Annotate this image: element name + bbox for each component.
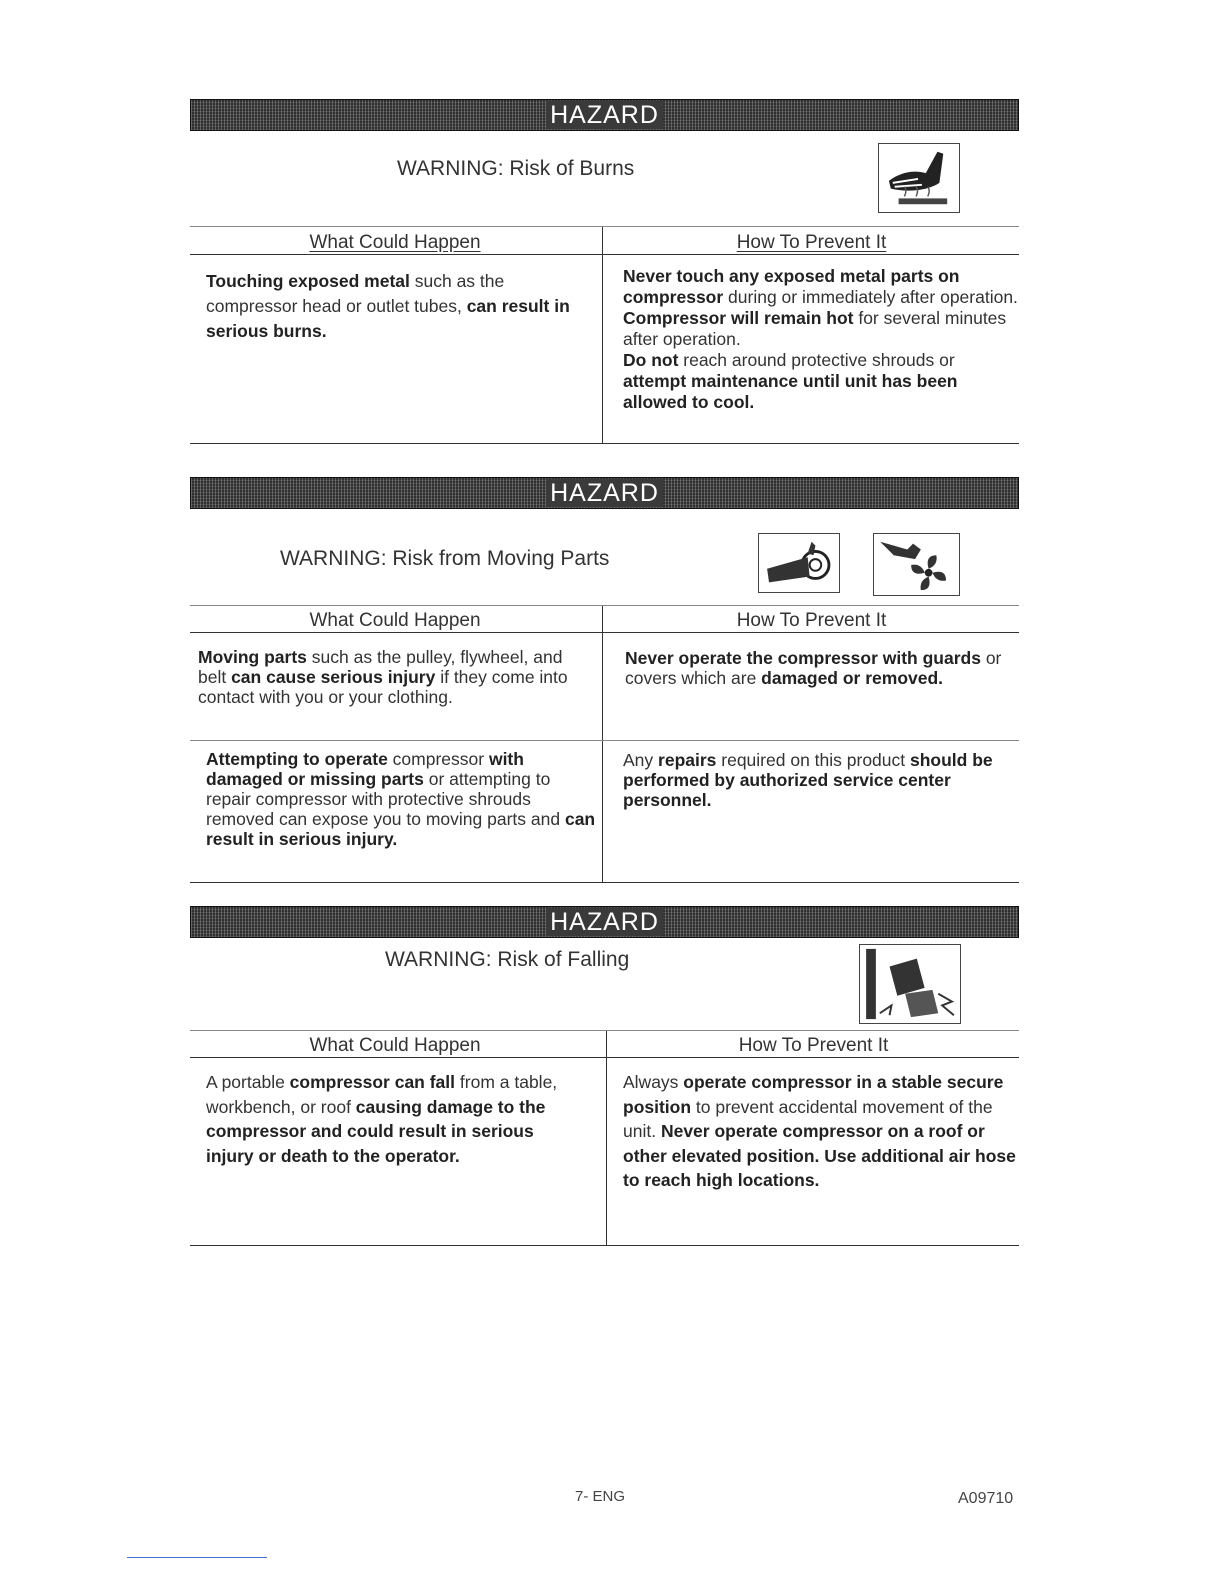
hazard-label: HAZARD: [546, 908, 663, 936]
how-to-prevent-text-row-2: Any repairs required on this product should be performed by authorized service center personnel.: [623, 750, 993, 810]
warning-title: WARNING: Risk of Falling: [385, 948, 630, 971]
how-to-prevent-text: Always operate compressor in a stable secure position to prevent accidental movement of the unit. Never operate compressor on a roof or other elevated position. Use additional air hose to reach high locations.: [623, 1072, 1016, 1190]
row-divider: [190, 740, 1019, 741]
table-top-rule: [190, 1030, 1019, 1031]
fan-hand-icon: [873, 533, 960, 596]
column-header-how-to-prevent: How To Prevent It: [738, 1035, 889, 1056]
hot-surface-icon: [878, 143, 960, 213]
column-header-how-to-prevent: How To Prevent It: [736, 232, 887, 253]
hazard-section-moving-parts: [190, 477, 1019, 883]
hazard-section-burns: [190, 99, 1019, 445]
how-to-prevent-text-row-1: Never operate the compressor with guards or covers which are damaged or removed.: [625, 648, 1002, 688]
header-rule: [190, 1057, 1019, 1058]
pulley-entanglement-icon: [758, 533, 840, 593]
hazard-label: HAZARD: [546, 479, 663, 507]
table-top-rule: [190, 605, 1019, 606]
column-header-how-to-prevent: How To Prevent It: [736, 610, 887, 631]
document-code: A09710: [958, 1490, 1014, 1507]
what-could-happen-text-row-1: Moving parts such as the pulley, flywheel, and belt can cause serious injury if they come into contact with you or your clothing.: [198, 647, 568, 707]
hazard-banner: [190, 99, 1019, 131]
what-could-happen-text-row-2: Attempting to operate compressor with damaged or missing parts or attempting to repair compressor with protective shrouds removed can expose you to moving parts and can result in serious injury.: [206, 749, 596, 849]
column-divider: [602, 227, 603, 443]
hazard-section-falling: [190, 906, 1019, 1248]
hazard-banner: [190, 477, 1019, 509]
column-header-what-could-happen: What Could Happen: [309, 232, 481, 253]
warning-title: WARNING: Risk from Moving Parts: [280, 547, 610, 570]
table-bottom-rule: [190, 1245, 1019, 1246]
table-bottom-rule: [190, 882, 1019, 883]
column-divider: [602, 606, 603, 883]
column-header-what-could-happen: What Could Happen: [309, 1035, 481, 1056]
page-number: 7- ENG: [575, 1488, 626, 1505]
warning-title: WARNING: Risk of Burns: [397, 157, 635, 180]
table-bottom-rule: [190, 443, 1019, 444]
what-could-happen-text: Touching exposed metal such as the compressor head or outlet tubes, can result in serious burns.: [206, 271, 570, 341]
hazard-banner: [190, 906, 1019, 938]
what-could-happen-text: A portable compressor can fall from a table, workbench, or roof causing damage to the compressor and could result in serious injury or death to the operator.: [206, 1072, 558, 1166]
divider-line: [127, 1557, 267, 1558]
how-to-prevent-text: Never touch any exposed metal parts on compressor during or immediately after operation. Compressor will remain hot for several minutes after operation. Do not reach around protective shrouds or attempt maintenance until unit has been allowed to cool.: [623, 266, 1018, 412]
falling-compressor-icon: [859, 944, 961, 1024]
column-header-what-could-happen: What Could Happen: [309, 610, 481, 631]
table-top-rule: [190, 226, 1019, 227]
header-rule: [190, 632, 1019, 633]
hazard-label: HAZARD: [546, 101, 663, 129]
header-rule: [190, 254, 1019, 255]
column-divider: [606, 1031, 607, 1246]
